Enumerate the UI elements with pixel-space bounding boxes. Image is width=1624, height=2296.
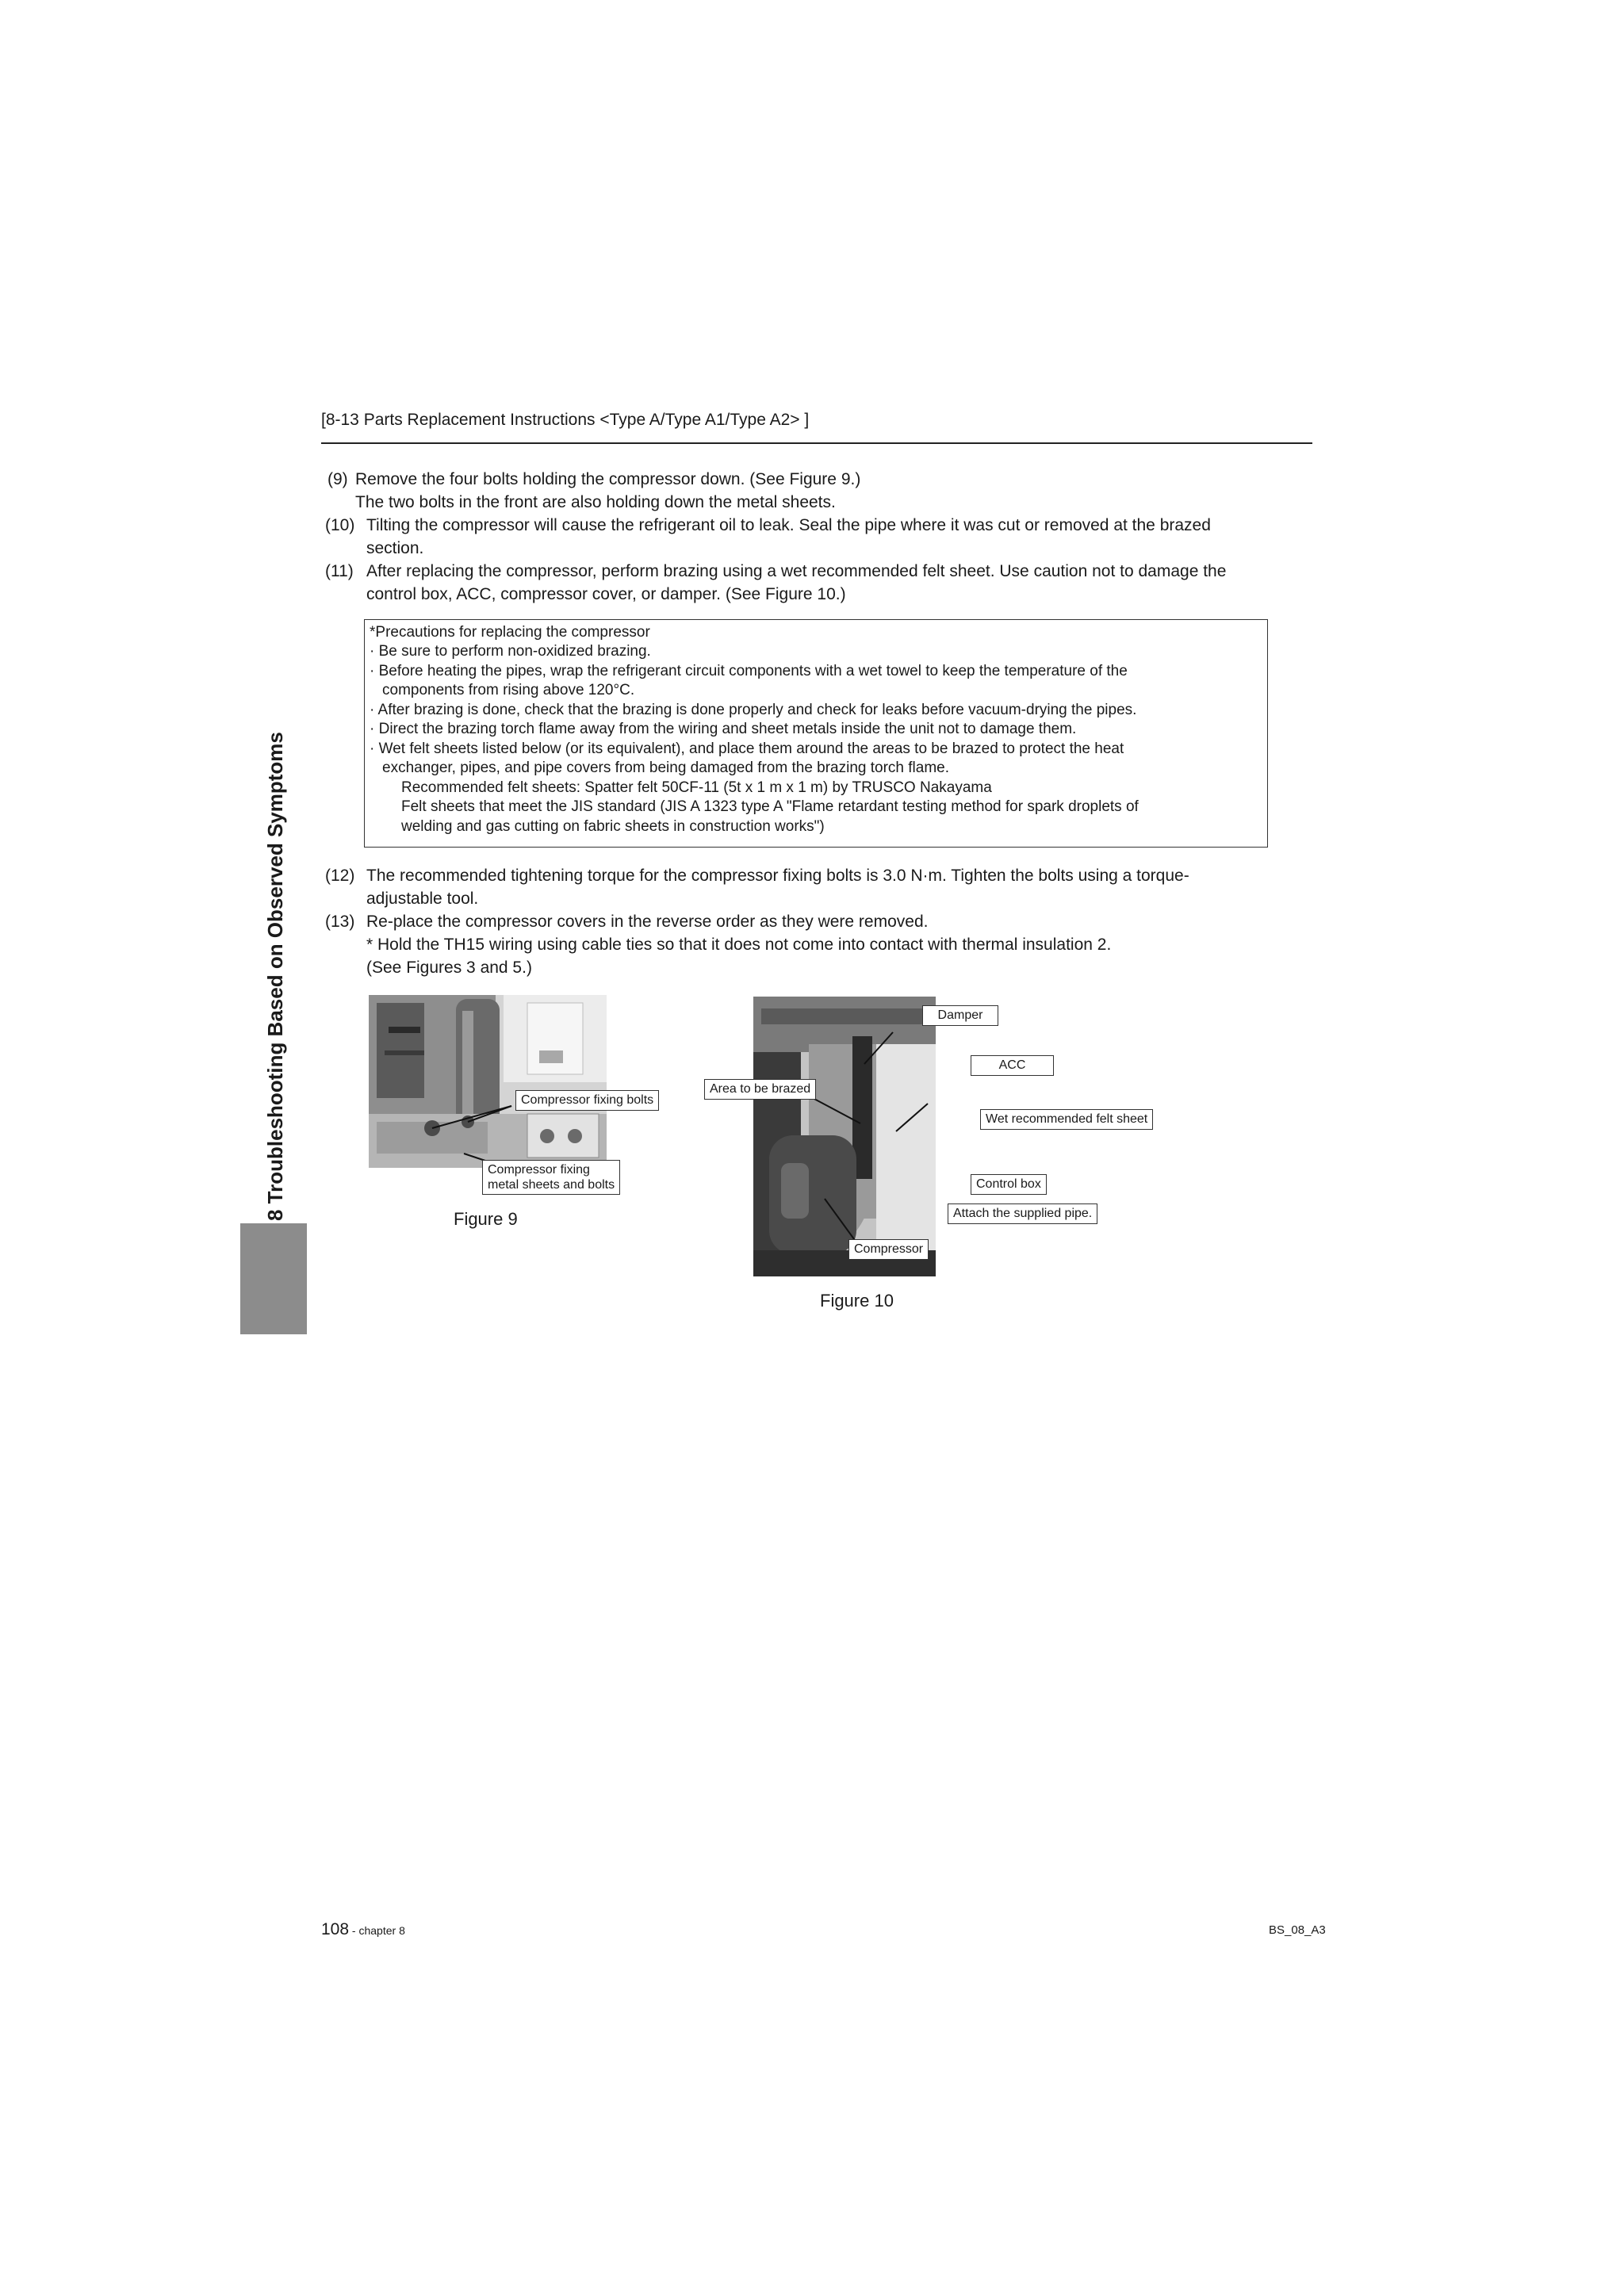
callout-compressor: Compressor	[848, 1239, 929, 1260]
figure-9-caption: Figure 9	[454, 1209, 518, 1229]
step-number: (11)	[325, 562, 354, 580]
callout-control-box: Control box	[971, 1174, 1047, 1195]
step-text: Re-place the compressor covers in the reverse order as they were removed.	[366, 913, 929, 931]
recommended-felt: Recommended felt sheets: Spatter felt 50CF-11 (5t x 1 m x 1 m) by TRUSCO Nakayama	[401, 779, 992, 796]
step-number: (9)	[327, 470, 348, 488]
precautions-title: *Precautions for replacing the compressor	[370, 624, 650, 641]
step-text-cont: The two bolts in the front are also holding down the metal sheets.	[355, 493, 836, 511]
precaution-item-cont: exchanger, pipes, and pipe covers from being damaged from the brazing torch flame.	[382, 760, 950, 776]
page-number: 108	[321, 1920, 350, 1938]
callout-wet-felt-sheet: Wet recommended felt sheet	[980, 1109, 1153, 1130]
precautions-box	[364, 619, 1268, 848]
figure-10-photo	[753, 997, 936, 1276]
callout-line: metal sheets and bolts	[488, 1178, 615, 1192]
callout-compressor-fixing-sheets	[482, 1160, 620, 1195]
precaution-item: · Before heating the pipes, wrap the refrigerant circuit components with a wet towel to keep the temperature of the	[370, 663, 1128, 679]
step-text-cont: section.	[366, 539, 424, 557]
callout-acc: ACC	[971, 1055, 1054, 1076]
step-number: (13)	[325, 913, 355, 931]
callout-damper: Damper	[922, 1005, 998, 1026]
step-11	[325, 560, 1300, 607]
step-text: The recommended tightening torque for the compressor fixing bolts is 3.0 N·m. Tighten the bolts using a torque-	[366, 867, 1189, 885]
step-text-cont: control box, ACC, compressor cover, or damper. (See Figure 10.)	[366, 585, 846, 603]
step-12	[325, 864, 1300, 912]
chapter-label: - chapter 8	[349, 1924, 405, 1937]
figure-9-photo	[369, 995, 654, 1168]
document-code: BS_08_A3	[1269, 1923, 1326, 1937]
jis-standard: Felt sheets that meet the JIS standard (JIS A 1323 type A "Flame retardant testing method for spark droplets of	[401, 798, 1139, 815]
step-text-cont: (See Figures 3 and 5.)	[366, 959, 532, 977]
callout-compressor-fixing-bolts: Compressor fixing bolts	[515, 1090, 659, 1111]
step-number: (10)	[325, 516, 355, 534]
precaution-item: · After brazing is done, check that the brazing is done properly and check for leaks before vacuum-drying the pipes.	[370, 702, 1137, 718]
step-text-cont: adjustable tool.	[366, 890, 479, 908]
step-text: Remove the four bolts holding the compressor down. (See Figure 9.)	[355, 470, 861, 488]
precaution-item-cont: components from rising above 120°C.	[382, 682, 635, 698]
step-9	[325, 468, 1277, 515]
chapter-side-label: 8 Troubleshooting Based on Observed Symptoms	[263, 732, 287, 1221]
header-rule	[321, 442, 1312, 444]
jis-standard-cont: welding and gas cutting on fabric sheets in construction works")	[401, 818, 825, 835]
step-10	[325, 514, 1300, 561]
section-header: [8-13 Parts Replacement Instructions <Type A/Type A1/Type A2> ]	[321, 411, 810, 429]
callout-line: Compressor fixing	[488, 1163, 590, 1177]
step-text: After replacing the compressor, perform brazing using a wet recommended felt sheet. Use caution not to damage the	[366, 562, 1227, 580]
step-text-cont: * Hold the TH15 wiring using cable ties so that it does not come into contact with thermal insulation 2.	[366, 936, 1112, 954]
callout-area-to-be-brazed: Area to be brazed	[704, 1079, 816, 1100]
step-number: (12)	[325, 867, 355, 885]
step-text: Tilting the compressor will cause the refrigerant oil to leak. Seal the pipe where it was cut or removed at the brazed	[366, 516, 1211, 534]
page-footer-left	[321, 1920, 405, 1939]
step-13	[325, 910, 1300, 982]
chapter-tab-bar	[240, 1223, 307, 1334]
precaution-item: · Be sure to perform non-oxidized brazing.	[370, 643, 651, 660]
figure-10-caption: Figure 10	[820, 1291, 894, 1311]
precaution-item: · Direct the brazing torch flame away from the wiring and sheet metals inside the unit not to damage them.	[370, 721, 1077, 737]
callout-attach-supplied-pipe: Attach the supplied pipe.	[948, 1203, 1097, 1224]
precaution-item: · Wet felt sheets listed below (or its equivalent), and place them around the areas to be brazed to protect the heat	[370, 740, 1124, 757]
